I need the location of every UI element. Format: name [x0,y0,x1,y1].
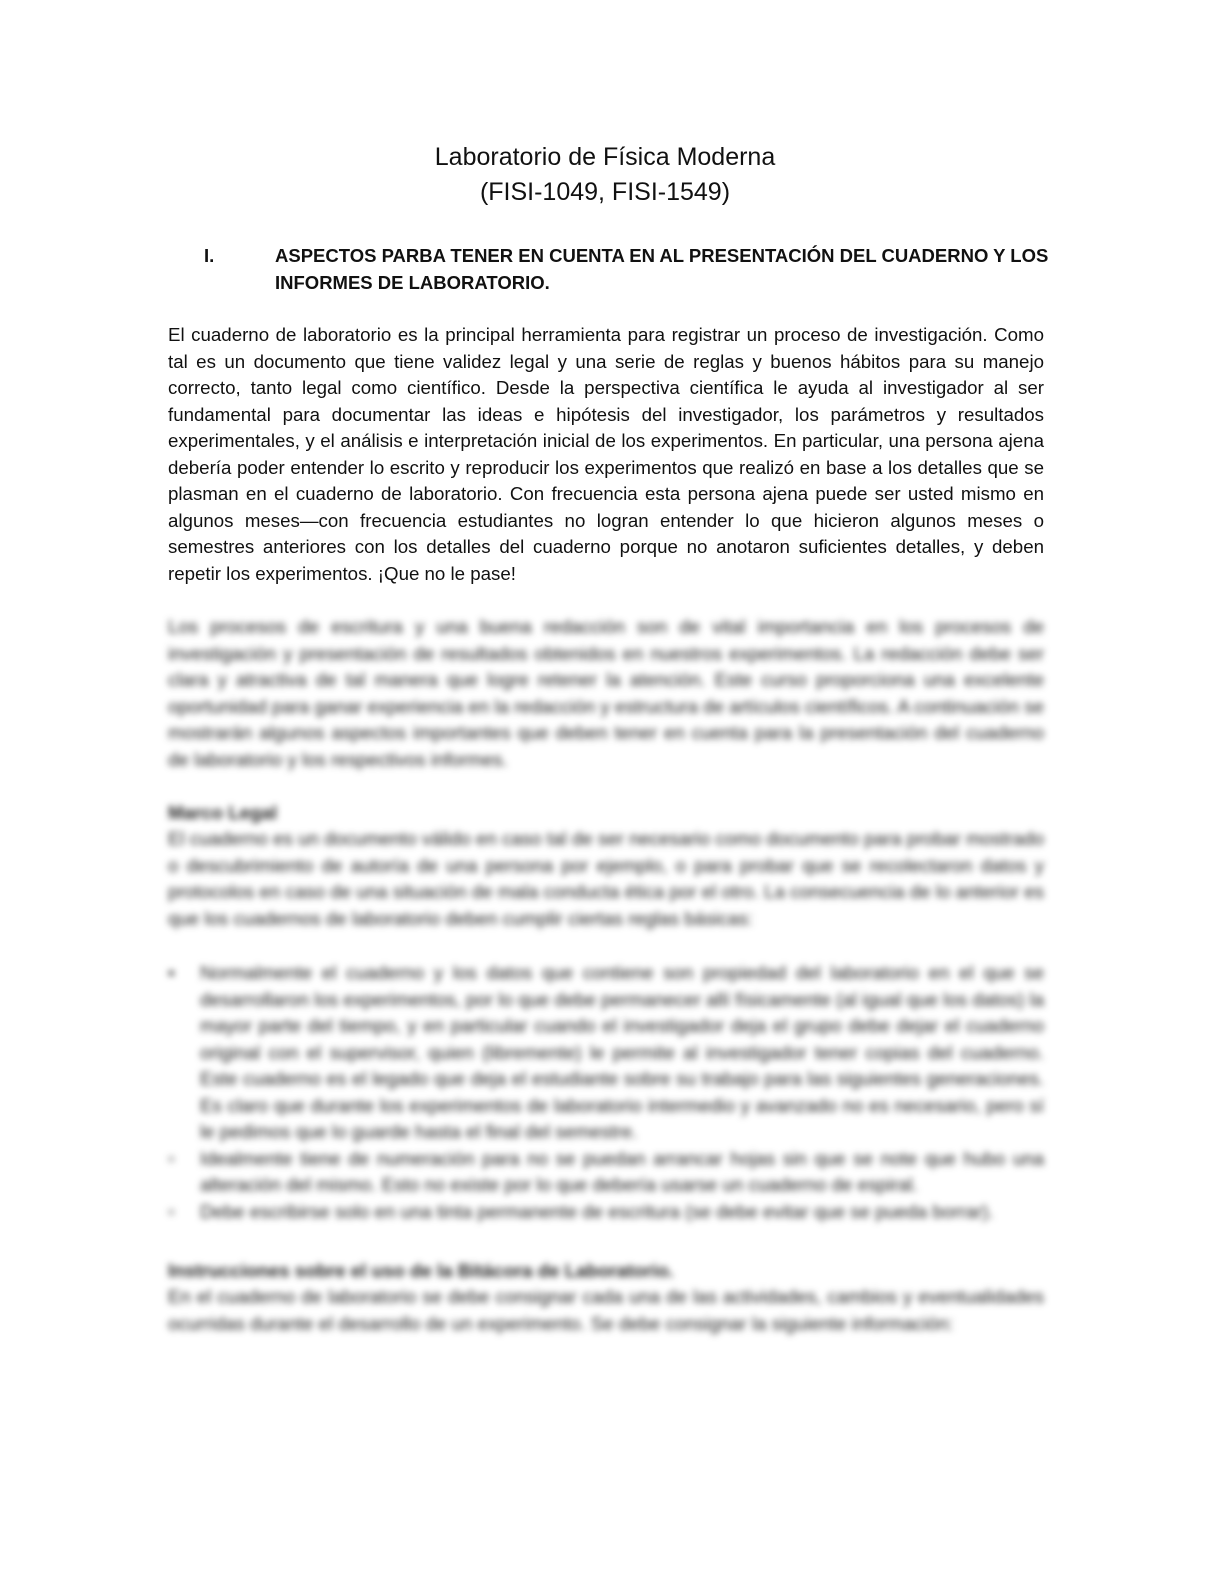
title-line-1: Laboratorio de Física Moderna [434,143,776,171]
list-item [168,1199,1044,1226]
intro-paragraph: El cuaderno de laboratorio es la principal herramienta para registrar un proceso de investigación. Como tal es un documento que tiene validez legal y una serie de reglas y buenos hábitos para su manejo correcto, tanto legal como científico. Desde la perspectiva científica le ayuda al investigador al ser fundamental para documentar las ideas e hipótesis del investigador, los parámetros y resultados experimentales, y el análisis e interpretación inicial de los experimentos. En particular, una persona ajena debería poder entender lo escrito y reproducir los experimentos que realizó en base a los detalles que se plasman en el cuaderno de laboratorio. Con frecuencia esta persona ajena puede ser usted mismo en algunos meses—con frecuencia estudiantes no logran entender lo que hicieron algunos meses o semestres anteriores con los detalles del cuaderno porque no anotaron suficientes detalles, y deben repetir los experimentos. ¡Que no le pase! [168,324,1044,584]
bullet-text: Debe escribirse solo en una tinta permanente de escritura (se debe evitar que se pueda borrar). [200,1200,994,1222]
list-item [168,1146,1044,1199]
bullet-icon: ▪ [168,962,175,983]
blurred-bullet-list [168,960,1044,1225]
blurred-paragraph-3: El cuaderno es un documento válido en caso tal de ser necesario como documento para probar mostrado o descubrimiento de autoría de una persona por ejemplo, o para probar que se recolectaron datos y protocolos en caso de una situación de mala conducta ética por el otro. La consecuencia de lo anterior es que los cuadernos de laboratorio deben cumplir ciertas reglas básicas: [168,828,1044,929]
bullet-icon: ▫ [168,1200,175,1222]
bullet-icon: ▫ [168,1147,175,1169]
blurred-heading-legal: Marco Legal [168,802,278,823]
section-number: I. [204,245,215,266]
blurred-heading-instructions: Instrucciones sobre el uso de la Bitácora de Laboratorio. [168,1260,674,1281]
bullet-text: Idealmente tiene de numeración para no se puedan arrancar hojas sin que se note que hubo una alteración del mismo. Esto no existe por lo que debería usarse un cuaderno de espiral. [200,1147,1044,1195]
document-title [0,140,1210,210]
blurred-paragraph-2: Los procesos de escritura y una buena redacción son de vital importancia en los procesos de investigación y presentación de resultados obtenidos en nuestros experimentos. La redacción debe ser clara y atractiva de tal manera que logre retener la atención. Este curso proporciona una excelente oportunidad para ganar experiencia en la redacción y estructura de artículos científicos. A continuación se mostrarán algunos aspectos importantes que deben tener en cuenta para la presentación del cuaderno de laboratorio y los respectivos informes. [168,616,1044,770]
title-line-2: (FISI-1049, FISI-1549) [479,178,731,206]
section-title: ASPECTOS PARBA TENER EN CUENTA EN AL PRESENTACIÓN DEL CUADERNO Y LOS INFORMES DE LABORATORIO. [275,245,1049,293]
blurred-paragraph-4: En el cuaderno de laboratorio se debe consignar cada una de las actividades, cambios y eventualidades ocurridas durante el desarrollo de un experimento. Se debe consignar la siguiente información: [168,1286,1044,1334]
list-item [168,960,1044,1146]
bullet-text: Normalmente el cuaderno y los datos que contiene son propiedad del laboratorio en el que se desarrollaron los experimentos, por lo que debe permanecer allí físicamente (al igual que los datos) la mayor parte del tiempo, y en particular cuando el investigador deja el grupo debe dejar el cuaderno original con el supervisor, quien (libremente) le permite al investigador tener copias del cuaderno. Este cuaderno es el legado que deja el estudiante sobre su trabajo para las siguientes generaciones. Es claro que durante los experimentos de laboratorio intermedio y avanzado no es necesario, pero sí le pedimos que lo guarde hasta el final del semestre. [200,962,1044,1142]
